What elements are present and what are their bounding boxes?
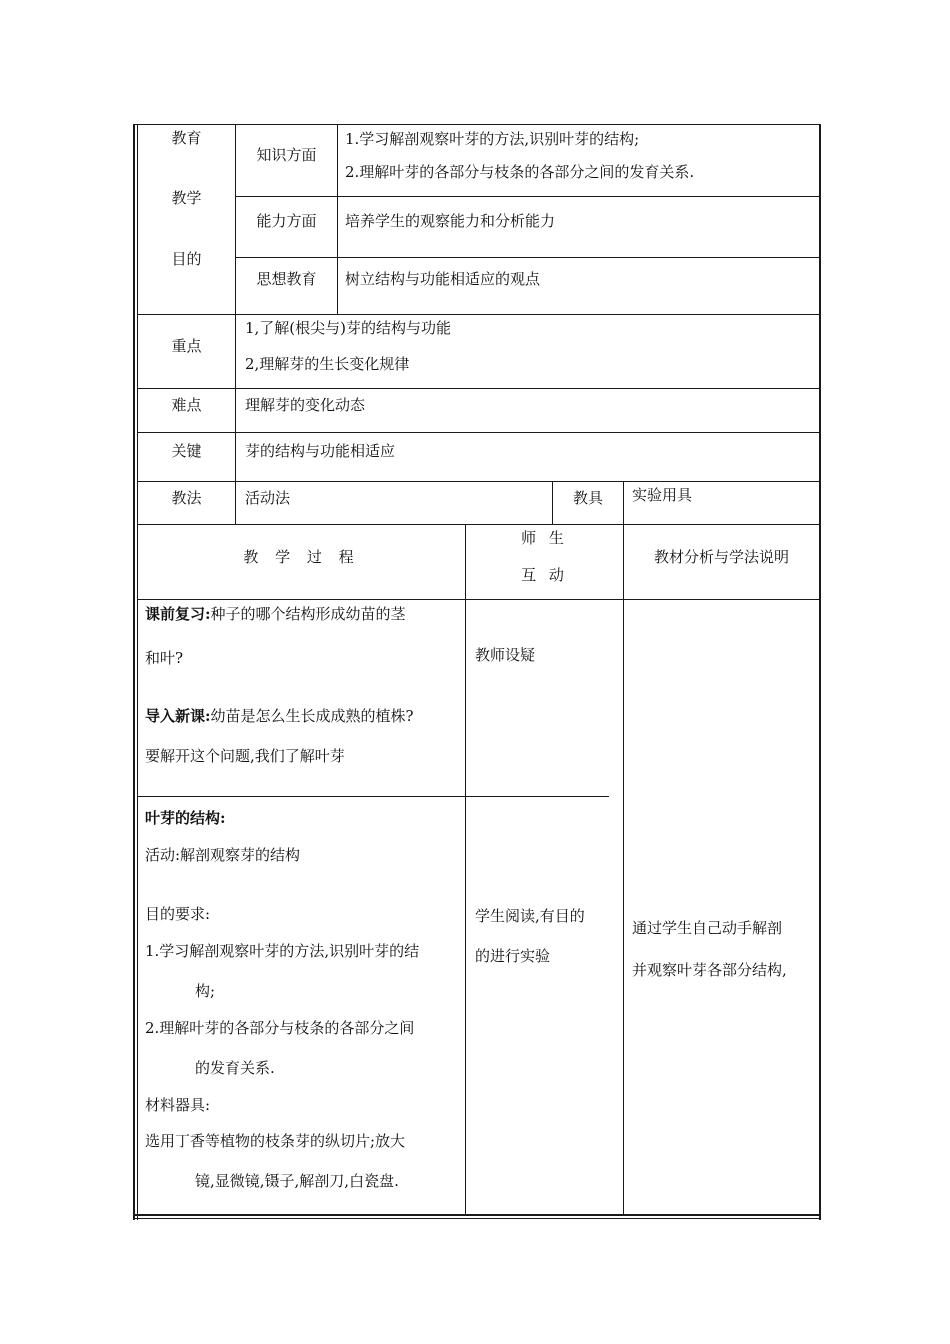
divider	[138, 599, 819, 600]
requirement-item: 2.理解叶芽的各部分与枝条的各部分之间	[145, 1019, 415, 1037]
structure-analysis: 通过学生自己动手解剖	[632, 919, 783, 937]
objectives-label: 教学	[171, 189, 202, 207]
review-interaction: 教师设疑	[475, 646, 536, 664]
method-text: 活动法	[245, 489, 291, 507]
ideology-label: 思想教育	[256, 270, 317, 288]
divider	[138, 388, 819, 389]
intro-label: 导入新课:	[145, 707, 211, 725]
divider	[138, 481, 819, 482]
ability-label: 能力方面	[256, 212, 317, 230]
structure-title	[145, 808, 226, 828]
knowledge-label: 知识方面	[256, 146, 317, 164]
analysis-header: 教材分析与学法说明	[653, 548, 789, 566]
objectives-label: 目的	[171, 250, 202, 268]
intro-line	[145, 706, 414, 726]
difficulty-text: 理解芽的变化动态	[245, 396, 366, 414]
structure-interaction: 学生阅读,有目的	[475, 907, 585, 925]
review-text: 和叶?	[145, 649, 184, 667]
materials-text: 选用丁香等植物的枝条芽的纵切片;放大	[145, 1132, 406, 1150]
divider	[235, 196, 819, 197]
border-bottom-inner	[133, 1218, 821, 1219]
key-point-item: 2,理解芽的生长变化规律	[245, 355, 410, 373]
structure-interaction: 的进行实验	[475, 947, 551, 965]
divider	[138, 314, 819, 315]
divider	[235, 257, 819, 258]
structure-activity: 活动:解剖观察芽的结构	[145, 846, 301, 864]
process-header: 教 学 过 程	[243, 548, 360, 566]
structure-analysis: 并观察叶芽各部分结构,	[632, 961, 787, 979]
divider	[337, 124, 338, 314]
key-text: 芽的结构与功能相适应	[245, 442, 396, 460]
requirement-item: 构;	[195, 982, 216, 1000]
interaction-header: 互 动	[521, 566, 568, 584]
divider	[138, 796, 609, 797]
materials-text: 镜,显微镜,镊子,解剖刀,白瓷盘.	[195, 1172, 399, 1190]
intro-text: 要解开这个问题,我们了解叶芽	[145, 747, 345, 765]
divider	[138, 432, 819, 433]
border-right	[819, 124, 821, 1220]
border-top	[133, 124, 821, 125]
tools-text: 实验用具	[632, 486, 693, 504]
knowledge-item: 1.学习解剖观察叶芽的方法,识别叶芽的结构;	[345, 130, 640, 148]
divider	[235, 314, 236, 525]
requirement-item: 1.学习解剖观察叶芽的方法,识别叶芽的结	[145, 942, 420, 960]
ability-text: 培养学生的观察能力和分析能力	[345, 212, 556, 230]
review-text: 种子的哪个结构形成幼苗的茎	[210, 605, 406, 623]
difficulty-label: 难点	[171, 396, 202, 414]
intro-text: 幼苗是怎么生长成成熟的植株?	[210, 707, 414, 725]
divider	[138, 524, 819, 525]
tools-label: 教具	[572, 489, 603, 507]
divider	[623, 481, 624, 524]
key-points-label: 重点	[171, 337, 202, 355]
knowledge-item: 2.理解叶芽的各部分与枝条的各部分之间的发育关系.	[345, 163, 695, 181]
border-left	[133, 124, 135, 1220]
review-line	[145, 604, 406, 624]
key-point-item: 1,了解(根尖与)芽的结构与功能	[245, 319, 452, 337]
method-label: 教法	[171, 489, 202, 507]
key-label: 关键	[171, 442, 202, 460]
materials-label: 材料器具:	[145, 1096, 211, 1114]
divider	[465, 524, 466, 1216]
ideology-text: 树立结构与功能相适应的观点	[345, 270, 541, 288]
objectives-label: 教育	[171, 129, 202, 147]
requirement-item: 的发育关系.	[195, 1059, 275, 1077]
structure-title-text: 叶芽的结构:	[145, 809, 226, 827]
interaction-header: 师 生	[521, 529, 568, 547]
requirements-label: 目的要求:	[145, 905, 211, 923]
border-bottom	[133, 1214, 821, 1216]
divider	[623, 524, 624, 1216]
review-label: 课前复习:	[145, 605, 211, 623]
border-left-inner	[137, 124, 138, 1220]
